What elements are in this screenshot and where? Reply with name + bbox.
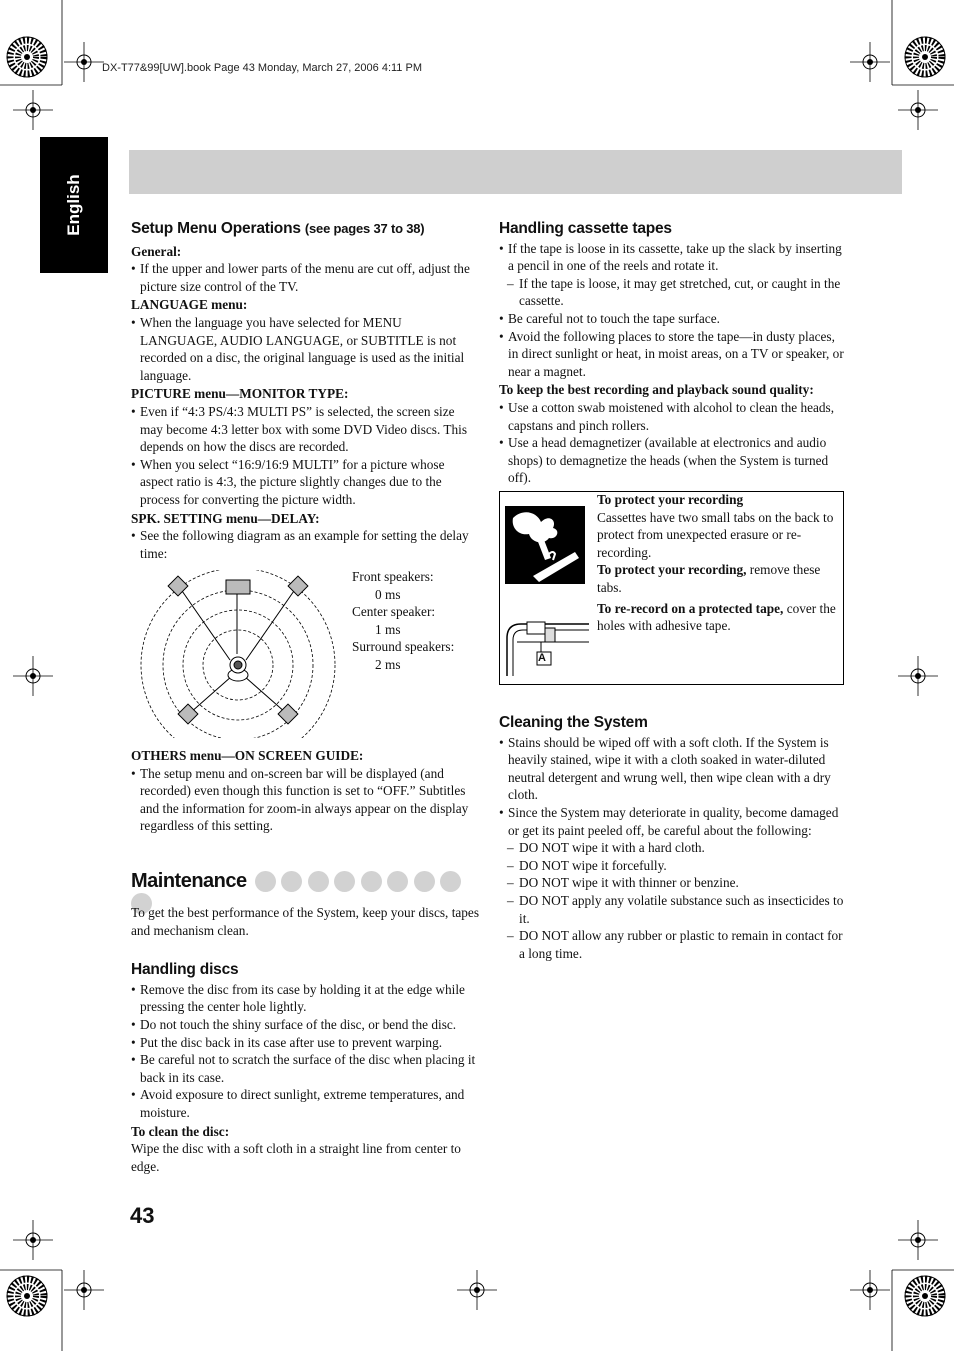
picture-item: • Even if “4:3 PS/4:3 MULTI PS” is selected, the screen size may become 4:3 letter box with some DVD Video discs. This depends on how the discs are recorded. [131, 403, 479, 456]
figure-label-a: A [538, 652, 546, 664]
protect-text [597, 491, 842, 635]
book-info-header: DX-T77&99[UW].book Page 43 Monday, March 27, 2006 4:11 PM [102, 62, 422, 74]
starburst-mark-bl [7, 1276, 47, 1316]
page-number: 43 [130, 1203, 155, 1228]
others-item: • The setup menu and on-screen bar will be displayed (and recorded) even though this function is set to “OFF.” Subtitles and the information for zoom-in always appear on the display regardless of this setting. [131, 765, 479, 835]
crosshair-mark [13, 1220, 53, 1260]
crosshair-mark [13, 656, 53, 696]
general-label: General: [131, 243, 182, 259]
disc-item: • Avoid exposure to direct sunlight, extreme temperatures, and moisture. [131, 1086, 479, 1121]
language-tab-label: English [64, 174, 83, 236]
tab-removal-illustration [505, 506, 585, 586]
setup-heading: Setup Menu Operations (see pages 37 to 38) [131, 220, 425, 237]
language-tab [40, 137, 108, 273]
crosshair-mark [898, 90, 938, 130]
cleaning-subitem: – DO NOT apply any volatile substance such as insecticides to it. [499, 892, 845, 927]
crosshair-mark [898, 1220, 938, 1260]
cleaning-heading: Cleaning the System [499, 714, 648, 731]
cleaning-subitem: – DO NOT wipe it forcefully. [499, 857, 845, 875]
starburst-mark-br [905, 1276, 945, 1316]
cassette-tab-illustration [503, 608, 593, 678]
cassette-section [499, 220, 845, 487]
left-column [131, 220, 479, 562]
cleaning-subitem: – DO NOT allow any rubber or plastic to remain in contact for a long time. [499, 927, 845, 962]
protect-instruction-1: To protect your recording, remove these tabs. [597, 562, 821, 595]
disc-item: • Remove the disc from its case by holding it at the edge while pressing the center hole lightly. [131, 981, 479, 1016]
disc-item: • Do not touch the shiny surface of the disc, or bend the disc. [131, 1016, 479, 1034]
cleaning-subitem: – DO NOT wipe it with thinner or benzine. [499, 874, 845, 892]
others-menu-label: OTHERS menu—ON SCREEN GUIDE: [131, 748, 364, 763]
others-section [131, 747, 479, 835]
crosshair-mark [457, 1270, 497, 1310]
cleaning-item: • Stains should be wiped off with a soft cloth. If the System is heavily stained, wipe it with a cloth soaked in water-diluted neutral detergent and wrung well, then wipe clean with a dry cloth. [499, 734, 845, 804]
cleaning-subitem: – DO NOT wipe it with a hard cloth. [499, 839, 845, 857]
cleaning-section [499, 714, 845, 962]
clean-disc-label: To clean the disc: [131, 1123, 230, 1139]
disc-item: • Put the disc back in its case after use to prevent warping. [131, 1034, 479, 1052]
delay-legend: Front speakers: 0 ms Center speaker: 1 ms Surround speakers: 2 ms [352, 569, 455, 672]
maintenance-heading [131, 870, 479, 898]
crosshair-mark [850, 1270, 890, 1310]
picture-menu-label: PICTURE menu—MONITOR TYPE: [131, 386, 349, 402]
picture-item: • When you select “16:9/16:9 MULTI” for a picture whose aspect ratio is 4:3, the picture slightly changes due to the process for converting the picture width. [131, 456, 479, 509]
cassette-item: • Be careful not to touch the tape surface. [499, 310, 845, 328]
speaker-delay-diagram [138, 570, 343, 738]
top-banner [129, 150, 902, 194]
spk-menu-label: SPK. SETTING menu—DELAY: [131, 510, 320, 526]
crosshair-mark [898, 656, 938, 696]
language-menu-label: LANGUAGE menu: [131, 297, 248, 313]
protect-instruction-2: To re-record on a protected tape, cover the holes with adhesive tape. [597, 600, 836, 634]
quality-item: • Use a cotton swab moistened with alcohol to clean the heads, capstans and pinch rollers. [499, 399, 845, 434]
maintenance-title: Maintenance [131, 870, 247, 892]
cleaning-item: • Since the System may deteriorate in quality, become damaged or get its paint peeled off, be careful about the following: [499, 804, 845, 839]
disc-item: • Be careful not to scratch the surface of the disc when placing it back in its case. [131, 1051, 479, 1086]
maintenance-intro: To get the best performance of the System, keep your discs, tapes and mechanism clean. [131, 905, 480, 938]
protect-desc: Cassettes have two small tabs on the back to protect from unexpected erasure or re-recording. [597, 509, 834, 560]
general-item: • If the upper and lower parts of the menu are cut off, adjust the picture size control of the TV. [131, 260, 479, 295]
crosshair-mark [13, 90, 53, 130]
maintenance-body [131, 904, 479, 1175]
crosshair-mark [850, 42, 890, 82]
cassette-subitem: – If the tape is loose, it may get stretched, cut, or caught in the cassette. [499, 275, 845, 310]
quality-label: To keep the best recording and playback sound quality: [499, 382, 814, 398]
handling-discs-heading: Handling discs [131, 961, 239, 979]
spk-item: • See the following diagram as an example for setting the delay time: [131, 527, 479, 562]
crosshair-mark [64, 42, 104, 82]
cassette-item: • Avoid the following places to store the tape—in dusty places, in direct sunlight or heat, in moist areas, on a TV or speaker, or near a magnet. [499, 328, 845, 381]
language-item: • When the language you have selected for MENU LANGUAGE, AUDIO LANGUAGE, or SUBTITLE is not recorded on a disc, the original language is used as the initial language. [131, 314, 479, 384]
cassette-item: • If the tape is loose in its cassette, take up the slack by inserting a pencil in one of the reels and rotate it. – If the tape is loose, it may get stretched, cut, or caught in the cassette. [499, 240, 845, 310]
protect-title: To protect your recording [597, 492, 744, 507]
starburst-mark-tr [905, 37, 945, 77]
crosshair-mark [64, 1270, 104, 1310]
quality-item: • Use a head demagnetizer (available at electronics and audio shops) to demagnetize the heads (when the System is turned off). [499, 434, 845, 487]
clean-disc-text: Wipe the disc with a soft cloth in a straight line from center to edge. [131, 1141, 461, 1174]
starburst-mark-tl [7, 37, 47, 77]
cassette-heading: Handling cassette tapes [499, 220, 672, 237]
